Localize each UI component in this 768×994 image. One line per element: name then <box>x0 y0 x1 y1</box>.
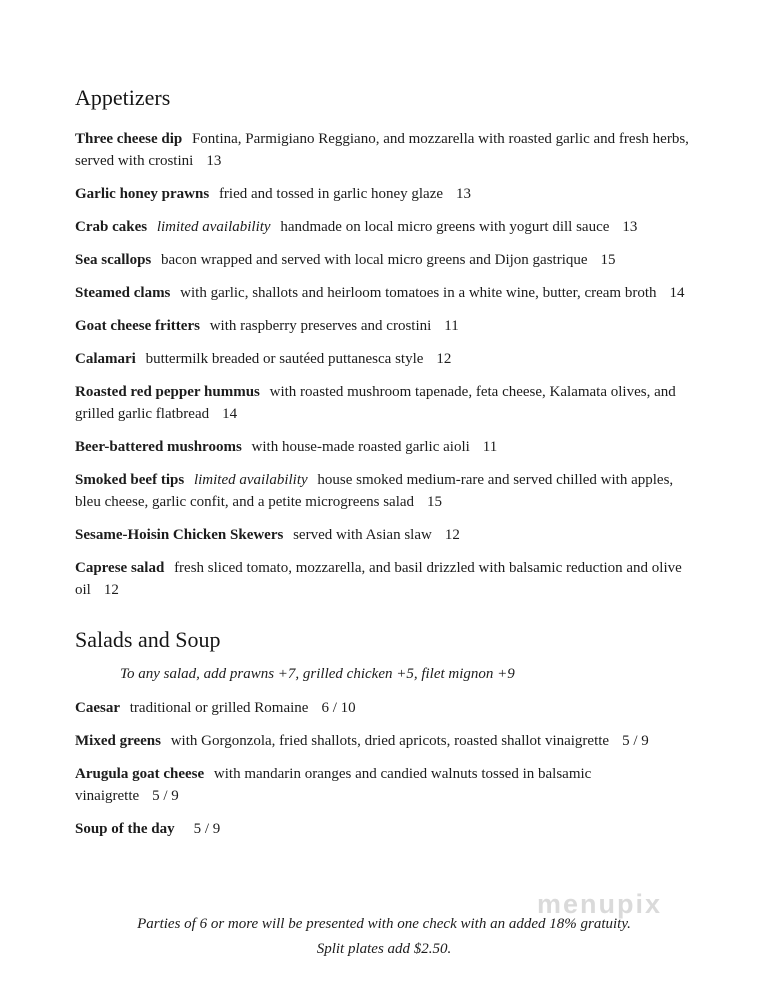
menu-item <box>75 128 695 172</box>
item-name: Three cheese dip <box>75 131 183 147</box>
item-description: with house-made roasted garlic aioli <box>247 439 470 455</box>
menu-section <box>75 85 695 601</box>
item-price: 6 / 10 <box>321 700 356 716</box>
item-name: Sesame-Hoisin Chicken Skewers <box>75 527 284 543</box>
item-description: with garlic, shallots and heirloom tomatoes in a white wine, butter, cream broth <box>176 285 657 301</box>
item-price: 15 <box>600 252 616 268</box>
footer-gratuity-note: Parties of 6 or more will be presented with one check with an added 18% gratuity. <box>137 916 631 932</box>
item-name: Smoked beef tips <box>75 472 185 488</box>
menu-sections <box>75 85 695 840</box>
item-description: handmade on local micro greens with yogurt dill sauce <box>276 219 610 235</box>
menu-item <box>75 818 695 840</box>
item-name: Beer-battered mushrooms <box>75 439 242 455</box>
item-description: traditional or grilled Romaine <box>126 700 309 716</box>
item-description: house smoked medium-rare and served chilled with apples, bleu cheese, garlic confit, and a petite microgreens salad <box>75 472 674 510</box>
item-description: with mandarin oranges and candied walnuts tossed in balsamic vinaigrette <box>75 766 592 804</box>
menu-item <box>75 216 695 238</box>
section-note: To any salad, add prawns +7, grilled chicken +5, filet mignon +9 <box>120 666 515 682</box>
item-name: Roasted red pepper hummus <box>75 384 260 400</box>
item-name: Garlic honey prawns <box>75 186 210 202</box>
item-availability: limited availability <box>190 472 308 488</box>
item-availability: limited availability <box>153 219 271 235</box>
menu-item <box>75 249 695 271</box>
item-name: Calamari <box>75 351 136 367</box>
item-description: with roasted mushroom tapenade, feta cheese, Kalamata olives, and grilled garlic flatbread <box>75 384 676 422</box>
item-name: Steamed clams <box>75 285 171 301</box>
item-name: Soup of the day <box>75 821 175 837</box>
item-price: 13 <box>456 186 472 202</box>
item-price: 14 <box>222 406 238 422</box>
menu-item <box>75 763 695 807</box>
item-price: 14 <box>669 285 685 301</box>
item-price: 5 / 9 <box>193 821 221 837</box>
item-description: with raspberry preserves and crostini <box>205 318 432 334</box>
item-price: 5 / 9 <box>622 733 649 749</box>
item-name: Crab cakes <box>75 219 148 235</box>
item-name: Caesar <box>75 700 120 716</box>
item-name: Caprese salad <box>75 560 165 576</box>
section-title: Salads and Soup <box>75 627 221 652</box>
item-price: 13 <box>206 153 222 169</box>
item-price: 11 <box>444 318 459 334</box>
menu-item <box>75 524 695 546</box>
item-name: Arugula goat cheese <box>75 766 205 782</box>
menu-item <box>75 315 695 337</box>
item-description: with Gorgonzola, fried shallots, dried apricots, roasted shallot vinaigrette <box>166 733 610 749</box>
menu-item <box>75 348 695 370</box>
item-description: fried and tossed in garlic honey glaze <box>215 186 444 202</box>
menu-section <box>75 627 695 840</box>
menupix-watermark: menupix <box>537 889 663 919</box>
item-name: Goat cheese fritters <box>75 318 200 334</box>
menu-item <box>75 730 695 752</box>
menu-item <box>75 697 695 719</box>
item-price: 15 <box>427 494 443 510</box>
item-price: 5 / 9 <box>152 788 179 804</box>
menu-item <box>75 282 695 304</box>
menu-item <box>75 183 695 205</box>
item-description: Fontina, Parmigiano Reggiano, and mozzarella with roasted garlic and fresh herbs, served with crostini <box>75 131 689 169</box>
item-description: buttermilk breaded or sautéed puttanesca style <box>141 351 424 367</box>
menu-item <box>75 436 695 458</box>
item-price: 12 <box>436 351 452 367</box>
menu-item <box>75 469 695 513</box>
menu-item <box>75 557 695 601</box>
item-price: 11 <box>482 439 498 455</box>
item-price: 13 <box>622 219 638 235</box>
section-title: Appetizers <box>75 85 171 110</box>
item-description: served with Asian slaw <box>289 527 432 543</box>
footer-split-plate-note: Split plates add $2.50. <box>316 941 452 957</box>
menu-item <box>75 381 695 425</box>
item-name: Mixed greens <box>75 733 161 749</box>
item-description: fresh sliced tomato, mozzarella, and basil drizzled with balsamic reduction and olive oil <box>75 560 682 598</box>
item-name: Sea scallops <box>75 252 152 268</box>
item-price: 12 <box>444 527 460 543</box>
item-price: 12 <box>103 582 119 598</box>
item-description: bacon wrapped and served with local micro greens and Dijon gastrique <box>157 252 588 268</box>
